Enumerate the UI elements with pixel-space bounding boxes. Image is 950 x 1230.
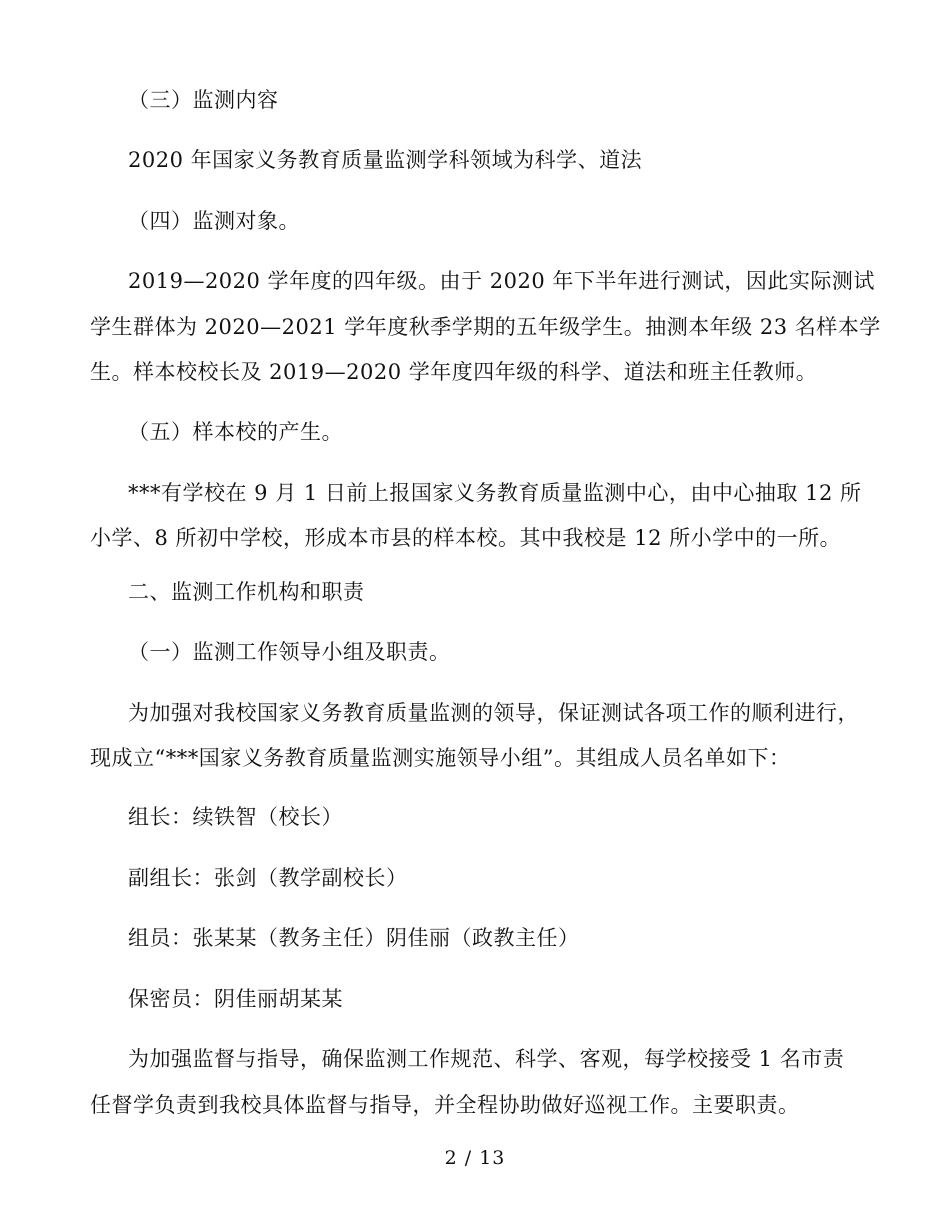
member-line-deputy-leader: 副组长：张剑（教学副校长） (128, 866, 408, 890)
page-number: 2 / 13 (444, 1147, 506, 1169)
section-heading-sample-schools: （五）样本校的产生。 (128, 420, 343, 444)
section-heading-leading-group: （一）监测工作领导小组及职责。 (128, 640, 451, 664)
paragraph-line: 2019—2020 学年度的四年级。由于 2020 年下半年进行测试，因此实际测试 (128, 269, 875, 293)
paragraph-line: 2020 年国家义务教育质量监测学科领域为科学、道法 (128, 148, 643, 172)
paragraph-line: 任督学负责到我校具体监督与指导，并全程协助做好巡视工作。主要职责。 (90, 1093, 800, 1117)
member-line-confidential-officer: 保密员：阴佳丽胡某某 (128, 987, 343, 1011)
paragraph-line: 现成立“***国家义务教育质量监测实施领导小组”。其组成人员名单如下： (90, 746, 791, 770)
paragraph-line: 为加强对我校国家义务教育质量监测的领导，保证测试各项工作的顺利进行， (128, 701, 859, 725)
section-heading-monitoring-content: （三）监测内容 (128, 88, 279, 112)
paragraph-line: ***有学校在 9 月 1 日前上报国家义务教育质量监测中心，由中心抽取 12 所 (128, 481, 862, 505)
section-heading-organization: 二、监测工作机构和职责 (128, 580, 365, 604)
paragraph-line: 生。样本校校长及 2019—2020 学年度四年级的科学、道法和班主任教师。 (90, 360, 818, 384)
paragraph-line: 为加强监督与指导，确保监测工作规范、科学、客观，每学校接受 1 名市责 (128, 1047, 845, 1071)
paragraph-line: 学生群体为 2020—2021 学年度秋季学期的五年级学生。抽测本年级 23 名样本学 (90, 315, 881, 339)
member-line-leader: 组长：续铁智（校长） (128, 805, 343, 829)
paragraph-line: 小学、8 所初中学校，形成本市县的样本校。其中我校是 12 所小学中的一所。 (90, 526, 842, 550)
section-heading-monitoring-target: （四）监测对象。 (128, 209, 300, 233)
member-line-members: 组员：张某某（教务主任）阴佳丽（政教主任） (128, 926, 580, 950)
